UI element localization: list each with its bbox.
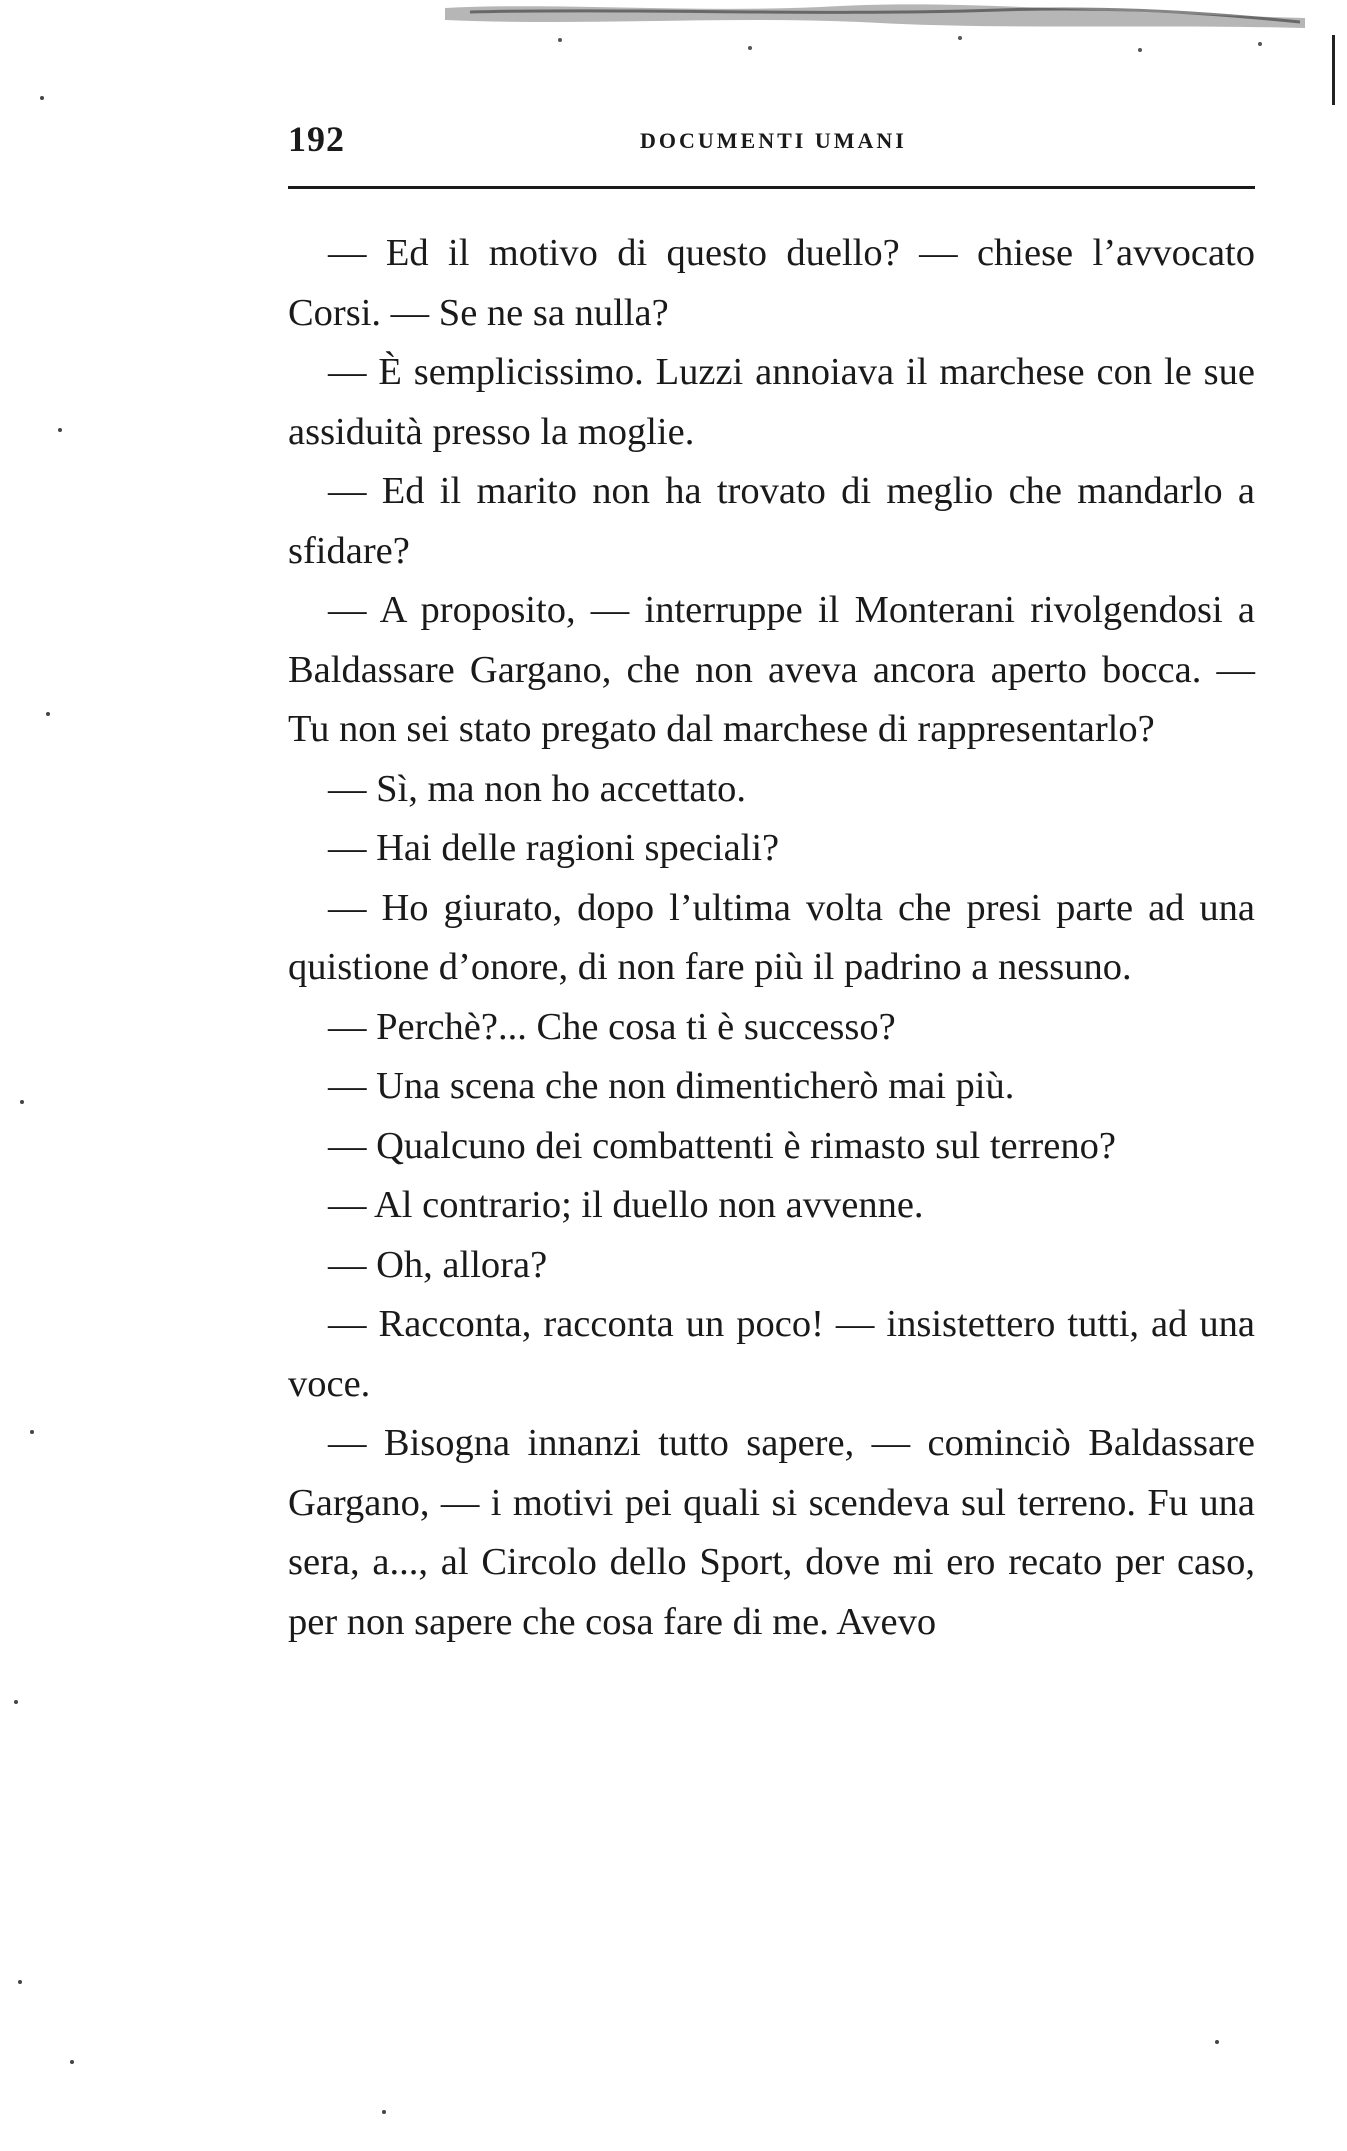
paragraph: — Racconta, racconta un poco! — insistettero tutti, ad una voce. (288, 1303, 1255, 1405)
scan-smudge-top (440, 0, 1310, 62)
paragraph: — Oh, allora? (328, 1243, 548, 1286)
paragraph: — Bisogna innanzi tutto sapere, — cominciò Baldassare Gargano, — i motivi pei quali si scendeva sul terreno. Fu una sera, a..., al Circolo dello Sport, dove mi ero recato per caso, per non sapere che cosa fare di me. Avevo (288, 1422, 1255, 1643)
paragraph: — Ed il motivo di questo duello? — chiese l’avvocato Corsi. — Se ne sa nulla? (288, 232, 1255, 334)
paragraph: — A proposito, — interruppe il Monterani rivolgendosi a Baldassare Gargano, che non aveva ancora aperto bocca. — Tu non sei stato pregato dal marchese di rappresentarlo? (288, 589, 1255, 750)
scan-speck (40, 96, 44, 100)
scan-speck (20, 1100, 24, 1104)
scan-speck (70, 2060, 74, 2064)
paragraph: — Perchè?... Che cosa ti è successo? (328, 1005, 896, 1048)
scan-speck (14, 1700, 18, 1704)
paragraph: — Qualcuno dei combattenti è rimasto sul terreno? (328, 1124, 1116, 1167)
header-rule (288, 186, 1255, 189)
paragraph: — Sì, ma non ho accettato. (328, 767, 747, 810)
paragraph: — Al contrario; il duello non avvenne. (328, 1184, 924, 1226)
paragraph: — Ed il marito non ha trovato di meglio che mandarlo a sfidare? (288, 470, 1255, 572)
paragraph: — È semplicissimo. Luzzi annoiava il marchese con le sue assiduità presso la moglie. (288, 351, 1255, 453)
scan-speck (46, 712, 50, 716)
running-title: DOCUMENTI UMANI (640, 128, 907, 153)
scan-edge-mark (1332, 35, 1335, 105)
page-number: 192 (288, 119, 345, 159)
paragraph: — Hai delle ragioni speciali? (328, 827, 780, 869)
scan-speck (18, 1980, 22, 1984)
page-header (288, 118, 1255, 188)
scan-speck (58, 428, 62, 432)
page-body (288, 224, 1255, 1652)
scan-speck (382, 2110, 386, 2114)
paragraph: — Ho giurato, dopo l’ultima volta che presi parte ad una quistione d’onore, di non fare più il padrino a nessuno. (288, 886, 1255, 988)
scan-speck (1215, 2040, 1219, 2044)
paragraph: — Una scena che non dimenticherò mai più. (328, 1065, 1015, 1107)
scan-speck (30, 1430, 34, 1434)
